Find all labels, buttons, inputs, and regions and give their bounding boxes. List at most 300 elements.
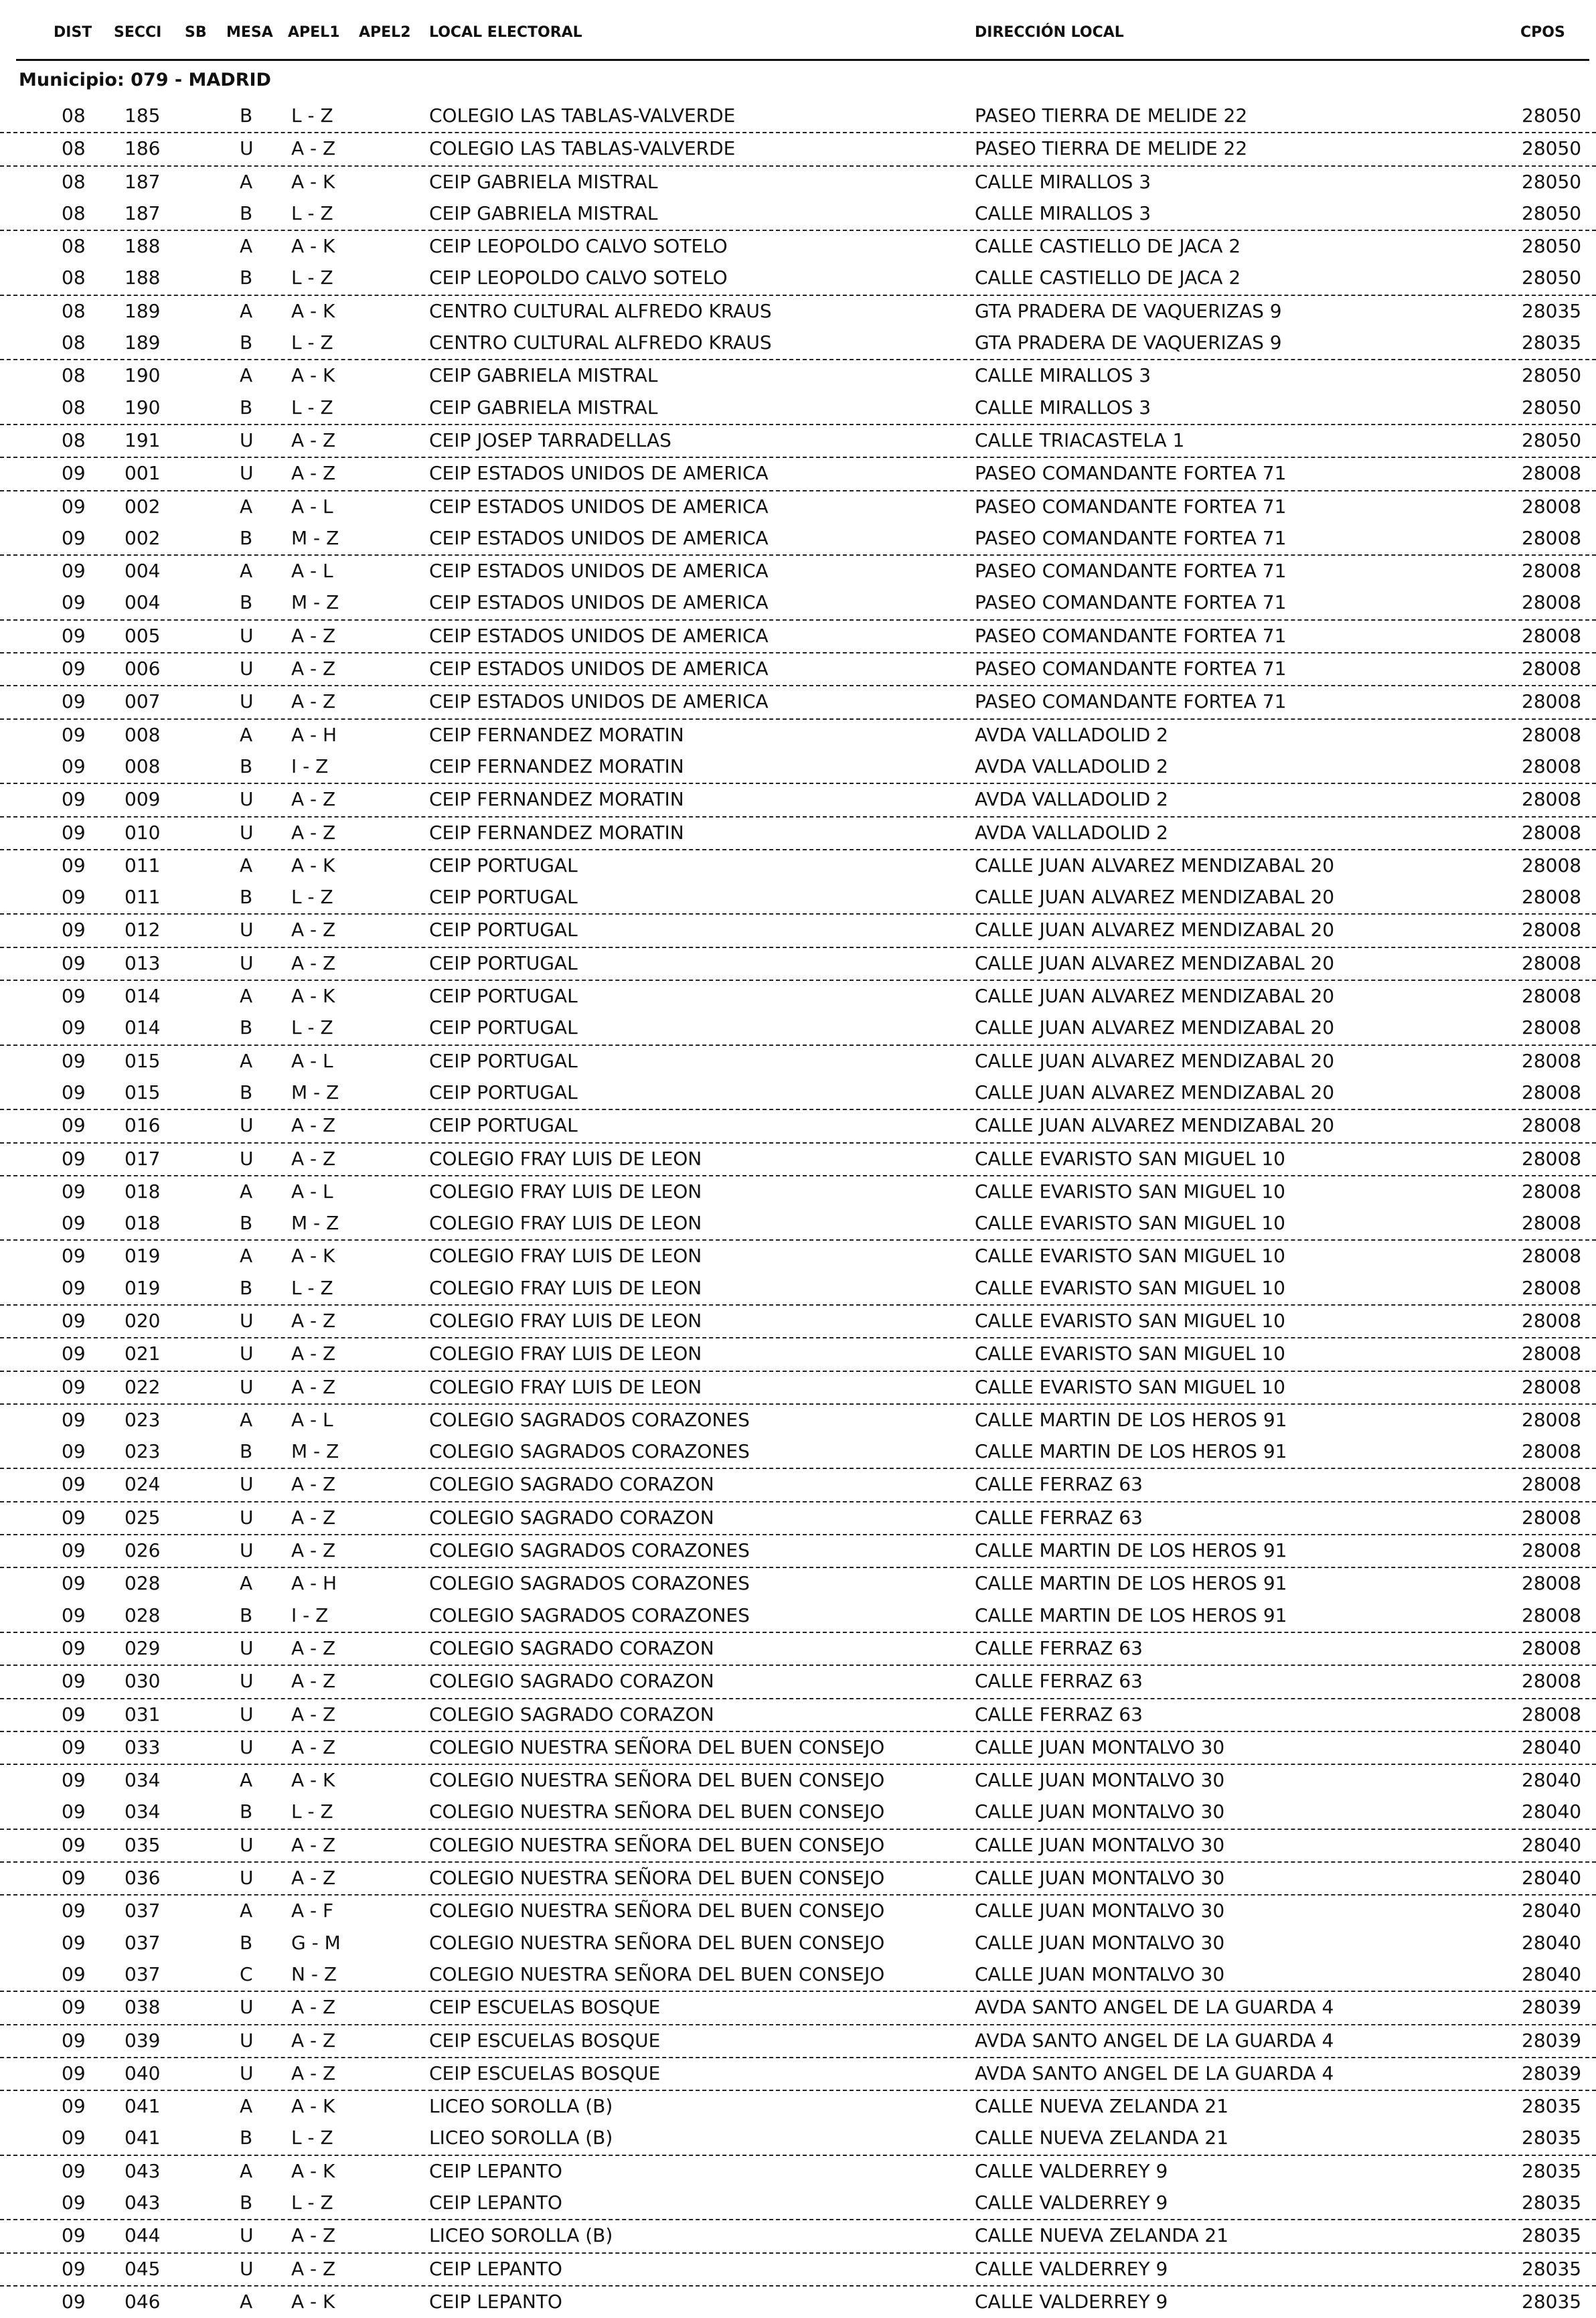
cell-cpos: 28050 — [1522, 364, 1582, 387]
table-row — [0, 295, 1596, 327]
cell-cpos: 28035 — [1522, 2095, 1582, 2118]
cell-secci: 044 — [125, 2224, 161, 2247]
cell-direccion-local: CALLE JUAN MONTALVO 30 — [975, 1769, 1225, 1792]
cell-cpos: 28040 — [1522, 1962, 1582, 1985]
cell-dist: 09 — [62, 1670, 86, 1693]
cell-cpos: 28008 — [1522, 1114, 1582, 1137]
cell-secci: 037 — [125, 1931, 161, 1954]
cell-apel1: A - K — [291, 364, 335, 387]
cell-cpos: 28008 — [1522, 1408, 1582, 1431]
cell-direccion-local: CALLE EVARISTO SAN MIGUEL 10 — [975, 1276, 1285, 1299]
cell-dist: 09 — [62, 658, 86, 680]
table-row — [0, 587, 1596, 619]
header-mesa: MESA — [226, 24, 273, 41]
table-row — [0, 1239, 1596, 1272]
cell-secci: 023 — [125, 1440, 161, 1463]
cell-local-electoral: COLEGIO FRAY LUIS DE LEON — [429, 1342, 702, 1365]
cell-dist: 09 — [62, 1962, 86, 1985]
cell-apel1: A - K — [291, 170, 335, 193]
cell-local-electoral: COLEGIO NUESTRA SEÑORA DEL BUEN CONSEJO — [429, 1900, 885, 1922]
cell-cpos: 28035 — [1522, 2159, 1582, 2182]
cell-direccion-local: CALLE NUEVA ZELANDA 21 — [975, 2127, 1229, 2149]
cell-dist: 09 — [62, 526, 86, 549]
cell-mesa: B — [240, 755, 253, 777]
cell-secci: 001 — [125, 462, 161, 485]
cell-mesa: A — [240, 560, 253, 583]
table-row — [0, 327, 1596, 359]
cell-mesa: U — [240, 1309, 254, 1332]
cell-mesa: B — [240, 266, 253, 289]
cell-apel1: A - Z — [291, 2029, 336, 2052]
cell-dist: 09 — [62, 2224, 86, 2247]
cell-apel1: A - Z — [291, 1473, 336, 1496]
cell-apel1: A - L — [291, 560, 333, 583]
header-divider — [16, 59, 1589, 61]
cell-direccion-local: CALLE FERRAZ 63 — [975, 1506, 1143, 1529]
table-row — [0, 1731, 1596, 1764]
cell-secci: 008 — [125, 723, 161, 746]
cell-dist: 09 — [62, 495, 86, 518]
table-row — [0, 262, 1596, 294]
cell-secci: 190 — [125, 396, 161, 418]
table-row — [0, 132, 1596, 165]
cell-direccion-local: CALLE VALDERREY 9 — [975, 2257, 1168, 2280]
cell-local-electoral: COLEGIO FRAY LUIS DE LEON — [429, 1180, 702, 1203]
cell-mesa: A — [240, 299, 253, 322]
cell-direccion-local: CALLE MARTIN DE LOS HEROS 91 — [975, 1440, 1287, 1463]
cell-dist: 09 — [62, 1572, 86, 1595]
cell-direccion-local: CALLE MIRALLOS 3 — [975, 202, 1151, 224]
header-apel1: APEL1 — [288, 24, 340, 41]
cell-direccion-local: AVDA VALLADOLID 2 — [975, 755, 1168, 777]
cell-mesa: B — [240, 591, 253, 614]
cell-local-electoral: CEIP ESTADOS UNIDOS DE AMERICA — [429, 658, 769, 680]
cell-secci: 006 — [125, 658, 161, 680]
cell-direccion-local: PASEO COMANDANTE FORTEA 71 — [975, 624, 1287, 647]
cell-local-electoral: COLEGIO NUESTRA SEÑORA DEL BUEN CONSEJO — [429, 1833, 885, 1856]
cell-dist: 09 — [62, 1769, 86, 1792]
table-row — [0, 1959, 1596, 1991]
cell-direccion-local: CALLE MARTIN DE LOS HEROS 91 — [975, 1408, 1287, 1431]
cell-mesa: U — [240, 1342, 254, 1365]
cell-cpos: 28008 — [1522, 1180, 1582, 1203]
cell-apel1: A - H — [291, 1572, 337, 1595]
table-row — [0, 554, 1596, 587]
cell-mesa: B — [240, 331, 253, 354]
table-row — [0, 882, 1596, 913]
cell-secci: 009 — [125, 788, 161, 811]
cell-direccion-local: CALLE MARTIN DE LOS HEROS 91 — [975, 1604, 1287, 1626]
cell-apel1: A - Z — [291, 658, 336, 680]
cell-direccion-local: CALLE EVARISTO SAN MIGUEL 10 — [975, 1212, 1285, 1235]
cell-mesa: U — [240, 951, 254, 974]
cell-mesa: U — [240, 2224, 254, 2247]
cell-apel1: A - Z — [291, 1375, 336, 1398]
cell-cpos: 28035 — [1522, 2191, 1582, 2214]
cell-direccion-local: CALLE JUAN MONTALVO 30 — [975, 1735, 1225, 1758]
cell-direccion-local: CALLE JUAN ALVAREZ MENDIZABAL 20 — [975, 854, 1335, 876]
cell-apel1: A - K — [291, 854, 335, 876]
cell-local-electoral: COLEGIO NUESTRA SEÑORA DEL BUEN CONSEJO — [429, 1867, 885, 1889]
table-row — [0, 913, 1596, 946]
cell-dist: 09 — [62, 2159, 86, 2182]
cell-cpos: 28008 — [1522, 1049, 1582, 1072]
cell-local-electoral: COLEGIO SAGRADO CORAZON — [429, 1670, 714, 1693]
cell-dist: 09 — [62, 1996, 86, 2019]
cell-cpos: 28008 — [1522, 624, 1582, 647]
table-row — [0, 652, 1596, 685]
cell-apel1: A - L — [291, 1408, 333, 1431]
cell-local-electoral: CEIP ESTADOS UNIDOS DE AMERICA — [429, 560, 769, 583]
cell-secci: 029 — [125, 1636, 161, 1659]
cell-cpos: 28008 — [1522, 1081, 1582, 1103]
cell-apel1: I - Z — [291, 755, 329, 777]
cell-dist: 09 — [62, 2095, 86, 2118]
table-row — [0, 1403, 1596, 1436]
cell-secci: 005 — [125, 624, 161, 647]
cell-local-electoral: COLEGIO NUESTRA SEÑORA DEL BUEN CONSEJO — [429, 1769, 885, 1792]
cell-apel1: A - Z — [291, 821, 336, 844]
cell-local-electoral: CEIP LEPANTO — [429, 2159, 562, 2182]
cell-dist: 09 — [62, 2290, 86, 2313]
cell-apel1: M - Z — [291, 526, 339, 549]
cell-dist: 09 — [62, 1081, 86, 1103]
cell-dist: 08 — [62, 364, 86, 387]
cell-secci: 008 — [125, 755, 161, 777]
cell-apel1: I - Z — [291, 1604, 329, 1626]
header-secci: SECCI — [114, 24, 162, 41]
cell-apel1: A - L — [291, 495, 333, 518]
cell-local-electoral: CENTRO CULTURAL ALFREDO KRAUS — [429, 299, 772, 322]
cell-mesa: U — [240, 1833, 254, 1856]
table-body — [0, 100, 1596, 2318]
cell-direccion-local: PASEO COMANDANTE FORTEA 71 — [975, 658, 1287, 680]
cell-direccion-local: AVDA SANTO ANGEL DE LA GUARDA 4 — [975, 1996, 1334, 2019]
cell-apel1: A - Z — [291, 462, 336, 485]
cell-cpos: 28050 — [1522, 104, 1582, 127]
cell-direccion-local: PASEO COMANDANTE FORTEA 71 — [975, 495, 1287, 518]
cell-direccion-local: CALLE FERRAZ 63 — [975, 1703, 1143, 1725]
cell-apel1: L - Z — [291, 2127, 333, 2149]
cell-local-electoral: CEIP GABRIELA MISTRAL — [429, 396, 658, 418]
cell-dist: 09 — [62, 1833, 86, 1856]
cell-apel1: M - Z — [291, 1081, 339, 1103]
cell-direccion-local: CALLE JUAN MONTALVO 30 — [975, 1931, 1225, 1954]
cell-local-electoral: CEIP ESTADOS UNIDOS DE AMERICA — [429, 624, 769, 647]
cell-direccion-local: CALLE JUAN ALVAREZ MENDIZABAL 20 — [975, 919, 1335, 941]
cell-dist: 09 — [62, 2029, 86, 2052]
cell-cpos: 28008 — [1522, 1375, 1582, 1398]
cell-secci: 019 — [125, 1245, 161, 1267]
cell-secci: 035 — [125, 1833, 161, 1856]
cell-dist: 09 — [62, 1375, 86, 1398]
cell-dist: 09 — [62, 1539, 86, 1562]
cell-mesa: A — [240, 723, 253, 746]
cell-cpos: 28040 — [1522, 1735, 1582, 1758]
table-row — [0, 1436, 1596, 1468]
cell-mesa: A — [240, 1769, 253, 1792]
cell-secci: 002 — [125, 526, 161, 549]
cell-mesa: U — [240, 2029, 254, 2052]
cell-apel1: A - F — [291, 1900, 334, 1922]
table-row — [0, 2057, 1596, 2090]
cell-local-electoral: CEIP ESTADOS UNIDOS DE AMERICA — [429, 690, 769, 713]
cell-dist: 09 — [62, 1408, 86, 1431]
table-row — [0, 1600, 1596, 1632]
cell-cpos: 28008 — [1522, 1539, 1582, 1562]
cell-dist: 09 — [62, 1180, 86, 1203]
cell-local-electoral: COLEGIO NUESTRA SEÑORA DEL BUEN CONSEJO — [429, 1931, 885, 1954]
table-row — [0, 751, 1596, 783]
cell-apel1: A - Z — [291, 1636, 336, 1659]
cell-secci: 037 — [125, 1962, 161, 1985]
cell-apel1: A - Z — [291, 1833, 336, 1856]
cell-mesa: B — [240, 104, 253, 127]
cell-local-electoral: CEIP GABRIELA MISTRAL — [429, 364, 658, 387]
cell-cpos: 28008 — [1522, 985, 1582, 1008]
cell-cpos: 28039 — [1522, 2062, 1582, 2084]
cell-secci: 041 — [125, 2127, 161, 2149]
cell-dist: 09 — [62, 1212, 86, 1235]
cell-apel1: A - Z — [291, 1735, 336, 1758]
cell-direccion-local: CALLE NUEVA ZELANDA 21 — [975, 2095, 1229, 2118]
cell-mesa: A — [240, 364, 253, 387]
cell-mesa: A — [240, 1900, 253, 1922]
cell-dist: 08 — [62, 266, 86, 289]
cell-mesa: B — [240, 2127, 253, 2149]
cell-direccion-local: PASEO TIERRA DE MELIDE 22 — [975, 137, 1248, 160]
cell-dist: 09 — [62, 1342, 86, 1365]
table-row — [0, 718, 1596, 751]
table-row — [0, 1796, 1596, 1828]
cell-local-electoral: CENTRO CULTURAL ALFREDO KRAUS — [429, 331, 772, 354]
cell-cpos: 28050 — [1522, 266, 1582, 289]
cell-apel1: M - Z — [291, 1440, 339, 1463]
cell-secci: 038 — [125, 1996, 161, 2019]
cell-cpos: 28035 — [1522, 331, 1582, 354]
cell-direccion-local: CALLE FERRAZ 63 — [975, 1670, 1143, 1693]
cell-apel1: A - K — [291, 299, 335, 322]
cell-dist: 09 — [62, 1604, 86, 1626]
cell-secci: 019 — [125, 1276, 161, 1299]
table-row — [0, 230, 1596, 262]
table-row — [0, 947, 1596, 980]
table-row — [0, 1208, 1596, 1239]
cell-local-electoral: COLEGIO FRAY LUIS DE LEON — [429, 1375, 702, 1398]
cell-direccion-local: CALLE JUAN MONTALVO 30 — [975, 1900, 1225, 1922]
cell-cpos: 28050 — [1522, 429, 1582, 451]
cell-local-electoral: CEIP GABRIELA MISTRAL — [429, 170, 658, 193]
table-row — [0, 1175, 1596, 1208]
cell-mesa: B — [240, 1440, 253, 1463]
table-row — [0, 1861, 1596, 1894]
cell-direccion-local: PASEO COMANDANTE FORTEA 71 — [975, 560, 1287, 583]
cell-direccion-local: AVDA VALLADOLID 2 — [975, 723, 1168, 746]
cell-cpos: 28008 — [1522, 1342, 1582, 1365]
table-row — [0, 1928, 1596, 1959]
cell-local-electoral: COLEGIO SAGRADO CORAZON — [429, 1473, 714, 1496]
cell-cpos: 28008 — [1522, 1572, 1582, 1595]
cell-secci: 017 — [125, 1147, 161, 1170]
cell-mesa: B — [240, 1016, 253, 1039]
cell-apel1: A - Z — [291, 137, 336, 160]
cell-cpos: 28008 — [1522, 886, 1582, 909]
cell-dist: 09 — [62, 1867, 86, 1889]
cell-direccion-local: PASEO TIERRA DE MELIDE 22 — [975, 104, 1248, 127]
cell-dist: 09 — [62, 1114, 86, 1137]
cell-mesa: C — [240, 1962, 253, 1985]
cell-secci: 031 — [125, 1703, 161, 1725]
cell-dist: 09 — [62, 2191, 86, 2214]
cell-cpos: 28008 — [1522, 919, 1582, 941]
table-row — [0, 816, 1596, 849]
cell-dist: 09 — [62, 1900, 86, 1922]
cell-apel1: A - K — [291, 2290, 335, 2313]
cell-apel1: A - Z — [291, 1342, 336, 1365]
cell-dist: 08 — [62, 331, 86, 354]
cell-direccion-local: AVDA VALLADOLID 2 — [975, 821, 1168, 844]
cell-mesa: B — [240, 886, 253, 909]
cell-dist: 09 — [62, 723, 86, 746]
cell-apel1: A - Z — [291, 1867, 336, 1889]
cell-secci: 189 — [125, 331, 161, 354]
cell-cpos: 28039 — [1522, 1996, 1582, 2019]
cell-apel1: L - Z — [291, 202, 333, 224]
cell-secci: 188 — [125, 235, 161, 258]
cell-dist: 09 — [62, 560, 86, 583]
cell-apel1: L - Z — [291, 266, 333, 289]
table-row — [0, 2187, 1596, 2219]
cell-apel1: L - Z — [291, 1800, 333, 1823]
cell-local-electoral: CEIP LEOPOLDO CALVO SOTELO — [429, 235, 728, 258]
table-row — [0, 1077, 1596, 1109]
cell-cpos: 28008 — [1522, 1309, 1582, 1332]
cell-cpos: 28035 — [1522, 299, 1582, 322]
cell-direccion-local: CALLE MIRALLOS 3 — [975, 364, 1151, 387]
cell-direccion-local: CALLE VALDERREY 9 — [975, 2290, 1168, 2313]
cell-local-electoral: CEIP FERNANDEZ MORATIN — [429, 788, 684, 811]
cell-mesa: U — [240, 429, 254, 451]
cell-direccion-local: CALLE EVARISTO SAN MIGUEL 10 — [975, 1147, 1285, 1170]
cell-apel1: A - Z — [291, 1670, 336, 1693]
table-row — [0, 1665, 1596, 1697]
table-row — [0, 1501, 1596, 1534]
cell-secci: 023 — [125, 1408, 161, 1431]
cell-cpos: 28008 — [1522, 1440, 1582, 1463]
cell-mesa: U — [240, 919, 254, 941]
cell-mesa: B — [240, 1081, 253, 1103]
cell-mesa: U — [240, 1506, 254, 1529]
cell-apel1: A - L — [291, 1180, 333, 1203]
cell-local-electoral: CEIP FERNANDEZ MORATIN — [429, 821, 684, 844]
cell-apel1: A - Z — [291, 2062, 336, 2084]
cell-direccion-local: GTA PRADERA DE VAQUERIZAS 9 — [975, 299, 1282, 322]
cell-apel1: A - Z — [291, 1309, 336, 1332]
cell-secci: 022 — [125, 1375, 161, 1398]
table-row — [0, 1534, 1596, 1567]
cell-dist: 08 — [62, 396, 86, 418]
cell-apel1: N - Z — [291, 1962, 337, 1985]
cell-secci: 010 — [125, 821, 161, 844]
cell-secci: 030 — [125, 1670, 161, 1693]
cell-apel1: A - Z — [291, 2224, 336, 2247]
cell-cpos: 28008 — [1522, 526, 1582, 549]
table-row — [0, 849, 1596, 882]
cell-cpos: 28040 — [1522, 1900, 1582, 1922]
cell-mesa: B — [240, 396, 253, 418]
cell-local-electoral: CEIP LEPANTO — [429, 2191, 562, 2214]
cell-direccion-local: CALLE EVARISTO SAN MIGUEL 10 — [975, 1342, 1285, 1365]
cell-mesa: A — [240, 2095, 253, 2118]
cell-apel1: A - K — [291, 235, 335, 258]
cell-cpos: 28008 — [1522, 658, 1582, 680]
table-row — [0, 392, 1596, 424]
cell-dist: 09 — [62, 788, 86, 811]
cell-secci: 191 — [125, 429, 161, 451]
cell-cpos: 28008 — [1522, 951, 1582, 974]
cell-local-electoral: COLEGIO NUESTRA SEÑORA DEL BUEN CONSEJO — [429, 1800, 885, 1823]
cell-mesa: U — [240, 137, 254, 160]
cell-local-electoral: CEIP PORTUGAL — [429, 1049, 578, 1072]
cell-secci: 189 — [125, 299, 161, 322]
cell-secci: 011 — [125, 886, 161, 909]
cell-mesa: B — [240, 1276, 253, 1299]
cell-local-electoral: COLEGIO SAGRADO CORAZON — [429, 1636, 714, 1659]
cell-secci: 015 — [125, 1049, 161, 1072]
cell-local-electoral: CEIP LEPANTO — [429, 2257, 562, 2280]
cell-local-electoral: CEIP ESTADOS UNIDOS DE AMERICA — [429, 495, 769, 518]
cell-apel1: A - Z — [291, 1147, 336, 1170]
cell-secci: 188 — [125, 266, 161, 289]
cell-secci: 037 — [125, 1900, 161, 1922]
cell-cpos: 28008 — [1522, 560, 1582, 583]
cell-apel1: L - Z — [291, 2191, 333, 2214]
cell-apel1: A - Z — [291, 951, 336, 974]
cell-cpos: 28008 — [1522, 1245, 1582, 1267]
cell-local-electoral: LICEO SOROLLA (B) — [429, 2095, 613, 2118]
cell-mesa: U — [240, 1539, 254, 1562]
table-row — [0, 685, 1596, 718]
cell-apel1: A - Z — [291, 624, 336, 647]
cell-secci: 014 — [125, 985, 161, 1008]
table-row — [0, 2252, 1596, 2285]
cell-apel1: A - Z — [291, 429, 336, 451]
cell-secci: 045 — [125, 2257, 161, 2280]
cell-direccion-local: CALLE FERRAZ 63 — [975, 1473, 1143, 1496]
table-row — [0, 1109, 1596, 1142]
cell-mesa: B — [240, 1604, 253, 1626]
cell-cpos: 28008 — [1522, 1276, 1582, 1299]
cell-cpos: 28035 — [1522, 2127, 1582, 2149]
cell-direccion-local: CALLE MIRALLOS 3 — [975, 170, 1151, 193]
cell-cpos: 28008 — [1522, 591, 1582, 614]
cell-direccion-local: CALLE JUAN ALVAREZ MENDIZABAL 20 — [975, 1114, 1335, 1137]
cell-mesa: U — [240, 624, 254, 647]
cell-apel1: A - K — [291, 985, 335, 1008]
cell-local-electoral: COLEGIO NUESTRA SEÑORA DEL BUEN CONSEJO — [429, 1962, 885, 1985]
cell-mesa: U — [240, 1996, 254, 2019]
table-row — [0, 1764, 1596, 1796]
cell-mesa: U — [240, 462, 254, 485]
cell-cpos: 28040 — [1522, 1833, 1582, 1856]
cell-local-electoral: CEIP LEPANTO — [429, 2290, 562, 2313]
cell-apel1: A - Z — [291, 1703, 336, 1725]
table-row — [0, 1045, 1596, 1077]
cell-dist: 09 — [62, 2127, 86, 2149]
cell-apel1: L - Z — [291, 396, 333, 418]
cell-cpos: 28008 — [1522, 788, 1582, 811]
cell-direccion-local: CALLE CASTIELLO DE JACA 2 — [975, 235, 1241, 258]
